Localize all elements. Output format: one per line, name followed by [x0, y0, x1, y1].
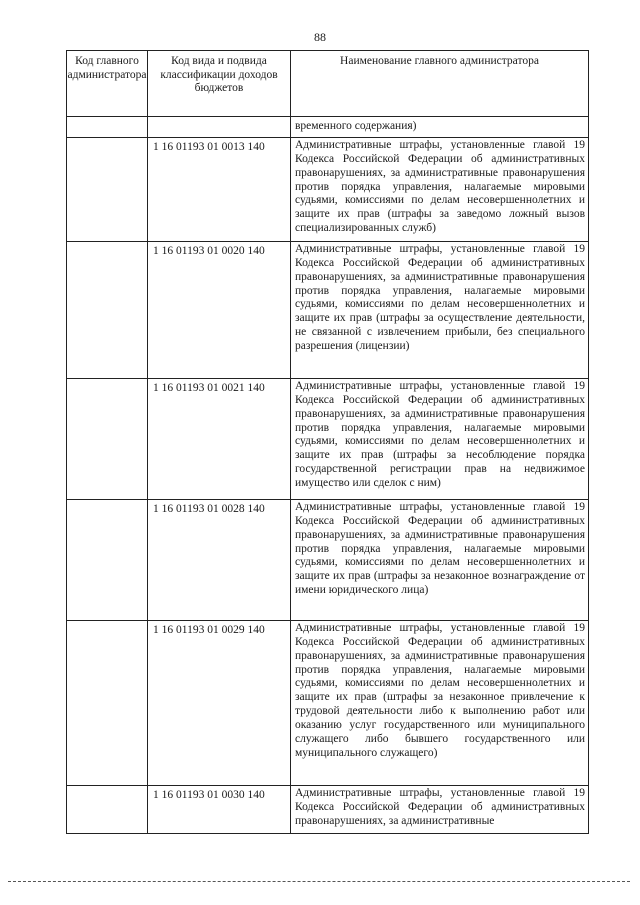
name-cell: Административные штрафы, установленные главой 19 Кодекса Российской Федерации об административных правонарушениях, за административные правонарушения против порядка управления, налагаемые мировыми судьями, комиссиями по делам несовершеннолетних и защите их прав (штрафы за незаконное вознаграждение от имени юридического лица) — [291, 500, 589, 621]
admin-code-cell — [67, 621, 148, 786]
table-row — [67, 242, 589, 379]
name-cell: временного содержания) — [291, 117, 589, 138]
page-number: 88 — [314, 30, 326, 44]
admin-code-cell — [67, 379, 148, 500]
name-cell: Административные штрафы, установленные главой 19 Кодекса Российской Федерации об административных правонарушениях, за административные правонарушения против порядка управления, налагаемые мировыми судьями, комиссиями по делам несовершеннолетних и защите их прав (штрафы за заведомо ложный вызов специализированных служб) — [291, 138, 589, 242]
table-header-row — [67, 51, 589, 117]
name-cell: Административные штрафы, установленные главой 19 Кодекса Российской Федерации об административных правонарушениях, за административные правонарушения против порядка управления, налагаемые мировыми судьями, комиссиями по делам несовершеннолетних и защите их прав (штрафы за несоблюдение порядка государственной регистрации прав на недвижимое имущество или сделок с ним) — [291, 379, 589, 500]
name-cell: Административные штрафы, установленные главой 19 Кодекса Российской Федерации об административных правонарушениях, за административные — [291, 786, 589, 834]
admin-code-cell — [67, 242, 148, 379]
table-row — [67, 379, 589, 500]
scan-bottom-edge — [8, 881, 630, 882]
admin-code-cell — [67, 786, 148, 834]
revenue-code-cell: 1 16 01193 01 0013 140 — [148, 138, 291, 242]
revenue-code-cell: 1 16 01193 01 0028 140 — [148, 500, 291, 621]
header-admin-code: Код главного администратора — [67, 51, 148, 117]
name-cell: Административные штрафы, установленные главой 19 Кодекса Российской Федерации об административных правонарушениях, за административные правонарушения против порядка управления, налагаемые мировыми судьями, комиссиями по делам несовершеннолетних и защите их прав (штрафы за осуществление деятельности, не связанной с извлечением прибыли, без специального разрешения (лицензии) — [291, 242, 589, 379]
revenue-code-cell: 1 16 01193 01 0030 140 — [148, 786, 291, 834]
table-row — [67, 786, 589, 834]
table-row-continuation — [67, 117, 589, 138]
name-cell: Административные штрафы, установленные главой 19 Кодекса Российской Федерации об административных правонарушениях, за административные правонарушения против порядка управления, налагаемые мировыми судьями, комиссиями по делам несовершеннолетних и защите их прав (штрафы за незаконное привлечение к трудовой деятельности либо к выполнению работ или оказанию услуг государственного или муниципального служащего либо бывшего государственного или муниципального служащего) — [291, 621, 589, 786]
header-admin-name: Наименование главного администратора — [291, 51, 589, 117]
revenue-code-cell: 1 16 01193 01 0029 140 — [148, 621, 291, 786]
table-row — [67, 138, 589, 242]
revenue-classification-table — [66, 50, 589, 834]
table-row — [67, 500, 589, 621]
table-row — [67, 621, 589, 786]
header-revenue-code: Код вида и подвида классификации доходов бюджетов — [148, 51, 291, 117]
admin-code-cell — [67, 138, 148, 242]
admin-code-cell — [67, 117, 148, 138]
revenue-code-cell: 1 16 01193 01 0021 140 — [148, 379, 291, 500]
revenue-code-cell: 1 16 01193 01 0020 140 — [148, 242, 291, 379]
admin-code-cell — [67, 500, 148, 621]
revenue-code-cell — [148, 117, 291, 138]
